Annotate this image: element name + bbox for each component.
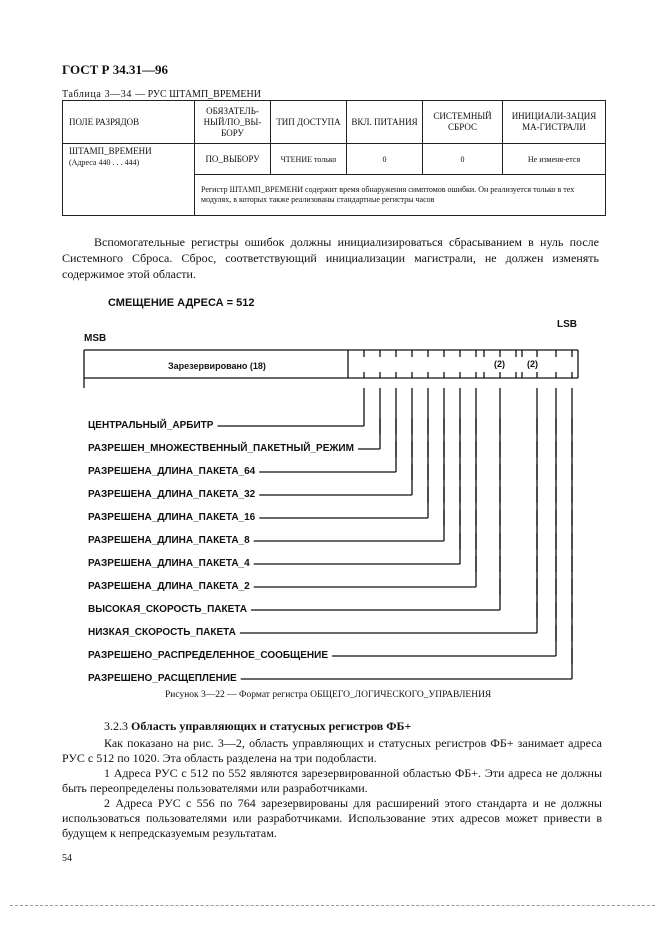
header-reset: СИСТЕМНЫЙ СБРОС bbox=[423, 101, 503, 144]
field-label: ЦЕНТРАЛЬНЫЙ_АРБИТР bbox=[88, 420, 214, 431]
section-paragraph-1: Как показано на рис. 3—2, область управляющих и статусных регистров ФБ+ занимает адреса РУС с 512 по 1020. Эта область разделена на три подобласти. bbox=[62, 736, 602, 765]
header-field: ПОЛЕ РАЗРЯДОВ bbox=[63, 101, 195, 144]
figure-caption: Рисунок 3—22 — Формат регистра ОБЩЕГО_ЛОГИЧЕСКОГО_УПРАВЛЕНИЯ bbox=[165, 690, 492, 700]
header-bus-init: ИНИЦИАЛИ-ЗАЦИЯ МА-ГИСТРАЛИ bbox=[503, 101, 606, 144]
lsb-label: LSB bbox=[557, 319, 577, 330]
cell-power-on: 0 bbox=[347, 144, 423, 175]
header-access: ТИП ДОСТУПА bbox=[271, 101, 347, 144]
field-label: РАЗРЕШЕНА_ДЛИНА_ПАКЕТА_64 bbox=[88, 466, 256, 477]
field-label: НИЗКАЯ_СКОРОСТЬ_ПАКЕТА bbox=[88, 627, 236, 638]
field-label: РАЗРЕШЕНА_ДЛИНА_ПАКЕТА_16 bbox=[88, 512, 256, 523]
field-label: РАЗРЕШЕНО_РАСЩЕПЛЕНИЕ bbox=[88, 673, 237, 684]
table-caption-name: — РУС ШТАМП_ВРЕМЕНИ bbox=[135, 89, 261, 100]
header-required: ОБЯЗАТЕЛЬ-НЫЙ/ПО_ВЫ-БОРУ bbox=[195, 101, 271, 144]
paragraph-reset-note: Вспомогательные регистры ошибок должны инициализироваться сбрасыванием в нуль после Системного Сброса. Сброс, соответствующий инициализации магистрали, не должен изменять содержимое этой области. bbox=[62, 235, 599, 281]
footer-divider bbox=[10, 905, 655, 906]
section-paragraph-2: 1 Адреса РУС с 512 по 552 являются зарезервированной областью ФБ+. Эти адреса не должны быть переопределены пользователями или разработчиками. bbox=[62, 766, 602, 795]
section-heading bbox=[104, 719, 411, 734]
cell-description: Регистр ШТАМП_ВРЕМЕНИ содержит время обнаружения симптомов ошибки. Он реализуется только в тех модулях, в которых также реализованы стандартные регистры часов bbox=[195, 175, 606, 216]
field-label: РАЗРЕШЕНА_ДЛИНА_ПАКЕТА_2 bbox=[88, 581, 250, 592]
field-label: РАЗРЕШЕНА_ДЛИНА_ПАКЕТА_4 bbox=[88, 558, 250, 569]
cell-reset: 0 bbox=[423, 144, 503, 175]
cell-access: ЧТЕНИЕ только bbox=[271, 144, 347, 175]
msb-label: MSB bbox=[84, 333, 107, 344]
section-paragraph-3: 2 Адреса РУС с 556 по 764 зарезервированы для расширений этого стандарта и не должны использоваться пользователями или разработчиками. Использование этих адресов может привести в будущем к непредсказуемым результатам. bbox=[62, 796, 602, 840]
section-number: 3.2.3 bbox=[104, 719, 128, 733]
section-title: Область управляющих и статусных регистров ФБ+ bbox=[131, 719, 412, 733]
header-power-on: ВКЛ. ПИТАНИЯ bbox=[347, 101, 423, 144]
field-name: ШТАМП_ВРЕМЕНИ bbox=[69, 146, 152, 156]
reserved-bits-label: Зарезервировано (18) bbox=[168, 361, 266, 371]
field-label: РАЗРЕШЕНО_РАСПРЕДЕЛЕННОЕ_СООБЩЕНИЕ bbox=[88, 650, 328, 661]
field-label: РАЗРЕШЕНА_ДЛИНА_ПАКЕТА_8 bbox=[88, 535, 250, 546]
document-id: ГОСТ Р 34.31—96 bbox=[62, 62, 168, 77]
offset-label: СМЕЩЕНИЕ АДРЕСА = 512 bbox=[108, 297, 255, 309]
field-label: РАЗРЕШЕН_МНОЖЕСТВЕННЫЙ_ПАКЕТНЫЙ_РЕЖИМ bbox=[88, 443, 354, 454]
group-label-1: (2) bbox=[494, 359, 505, 369]
cell-bus-init: Не изменя-ется bbox=[503, 144, 606, 175]
table-caption-prefix: Таблица 3—34 bbox=[62, 89, 132, 100]
field-label: ВЫСОКАЯ_СКОРОСТЬ_ПАКЕТА bbox=[88, 604, 247, 615]
field-label: РАЗРЕШЕНА_ДЛИНА_ПАКЕТА_32 bbox=[88, 489, 256, 500]
field-addresses: (Адреса 440 . . . 444) bbox=[69, 158, 140, 167]
cell-required: ПО_ВЫБОРУ bbox=[195, 144, 271, 175]
group-label-2: (2) bbox=[527, 359, 538, 369]
page-number: 54 bbox=[62, 853, 72, 864]
